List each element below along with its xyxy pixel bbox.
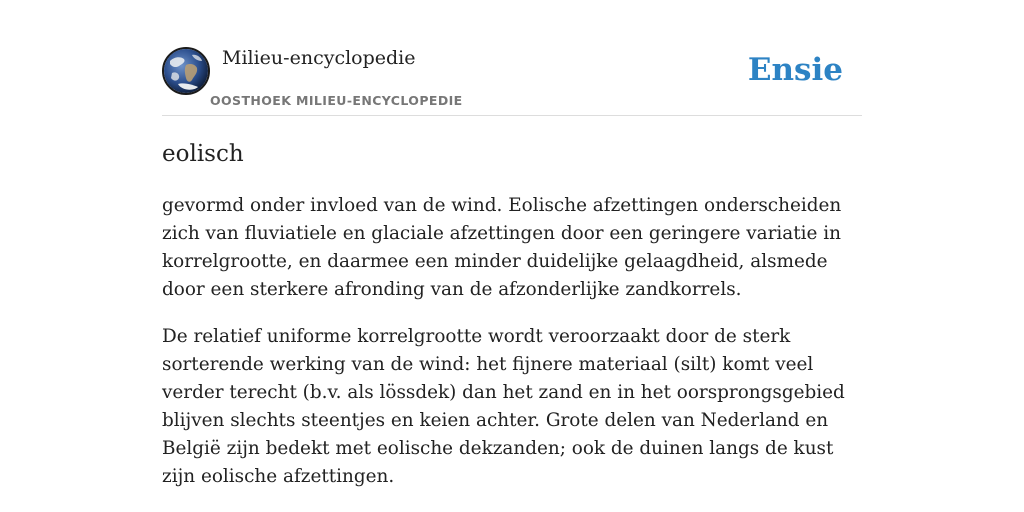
header-divider xyxy=(162,115,862,116)
site-header xyxy=(162,46,862,116)
site-subtitle: OOSTHOEK MILIEU-ENCYCLOPEDIE xyxy=(210,93,463,108)
entry-definition xyxy=(162,192,862,510)
brand-logo-link[interactable]: Ensie xyxy=(747,52,843,88)
site-title-link[interactable]: Milieu-encyclopedie xyxy=(222,47,416,69)
definition-paragraph: De relatief uniforme korrelgrootte wordt veroorzaakt door de sterk sorterende werking van de wind: het fijnere materiaal (silt) komt veel verder terecht (b.v. als lössdek) dan het zand en in het oorsprongsgebied blijven slechts steentjes en keien achter. Grote delen van Nederland en België zijn bedekt met eolische dekzanden; ook de duinen langs de kust zijn eolische afzettingen. xyxy=(162,326,845,487)
entry-term-title: eolisch xyxy=(162,141,244,167)
definition-paragraph: gevormd onder invloed van de wind. Eolische afzettingen onderscheiden zich van fluviatiele en glaciale afzettingen door een geringere variatie in korrelgrootte, en daarmee een minder duidelijke gelaagdheid, alsmede door een sterkere afronding van de afzonderlijke zandkorrels. xyxy=(162,195,842,300)
earth-globe-graphic xyxy=(164,49,208,93)
earth-globe-icon[interactable] xyxy=(162,47,210,95)
